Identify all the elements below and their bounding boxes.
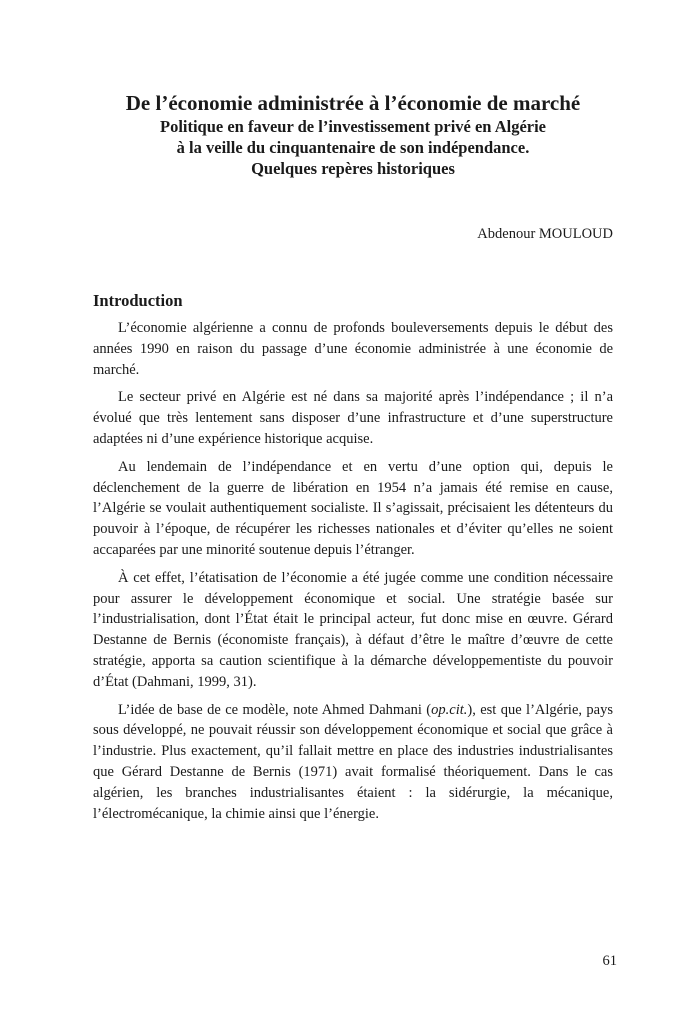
paragraph-5-suffix: ), est que l’Algérie, pays sous développé, ne pouvait réussir son développement économique et social que grâce à l’industrie. Plus exactement, qu’il fallait mettre en place des industries industrialisantes que Gérard Destanne de Bernis (1971) avait formalisé théoriquement. Dans le cas algérien, les branches industrialisantes étaient : la sidérurgie, la mécanique, l’électromécanique, la chimie ainsi que l’énergie. [93,701,613,822]
paragraph-5-prefix: L’idée de base de ce modèle, note Ahmed Dahmani ( [118,701,432,718]
author-name: Abdenour MOULOUD [477,226,613,242]
document-subtitle [93,116,613,179]
page-content [93,0,613,831]
paragraph-5 [93,700,613,825]
page-number: 61 [602,953,617,969]
paragraph-4: À cet effet, l’étatisation de l’économie a été jugée comme une condition nécessaire pour assurer le développement économique et social. Une stratégie basée sur l’industrialisation, dont l’État était le principal acteur, fut donc mise en œuvre. Gérard Destanne de Bernis (économiste français), à défaut d’être le maître d’œuvre de cette stratégie, apporta sa caution scientifique à la démarche développementiste du pouvoir d’État (Dahmani, 1999, 31). [93,569,613,690]
paragraph-2: Le secteur privé en Algérie est né dans sa majorité après l’indépendance ; il n’a évolué que très lentement sans disposer d’une infrastructure et d’une superstructure adaptées ni d’une expérience historique acquise. [93,389,613,447]
paragraph-5-citation-italic: op.cit. [431,701,468,718]
body-text [93,318,613,824]
subtitle-line-3: Quelques repères historiques [251,159,455,178]
paragraph-1: L’économie algérienne a connu de profonds bouleversements depuis le début des années 1990 en raison du passage d’une économie administrée à une économie de marché. [93,320,613,378]
subtitle-line-1: Politique en faveur de l’investissement privé en Algérie [159,117,547,136]
subtitle-line-2: à la veille du cinquantenaire de son indépendance. [176,138,530,157]
paragraph-3: Au lendemain de l’indépendance et en vertu d’une option qui, depuis le déclenchement de la guerre de libération en 1954 n’a jamais été remise en cause, l’Algérie se voulait authentiquement socialiste. Il s’agissait, précisaient les détenteurs du pouvoir à l’époque, de récupérer les richesses nationales et d’éviter qu’elles ne soient accaparées par une minorité soutenue depuis l’étranger. [93,458,613,558]
section-heading-introduction: Introduction [93,291,183,310]
document-title: De l’économie administrée à l’économie de marché [125,91,581,115]
